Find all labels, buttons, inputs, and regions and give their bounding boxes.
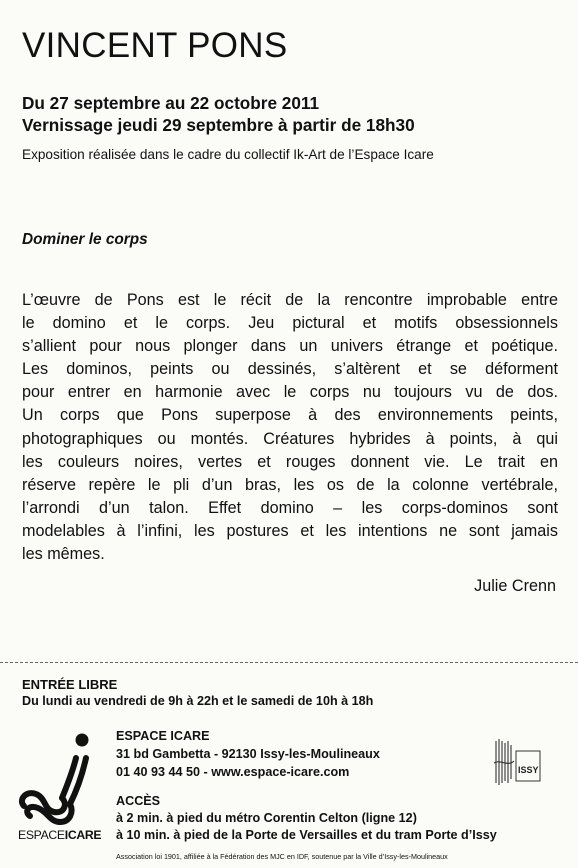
body-line: L’œuvre de Pons est le récit de la rencontre improbable entre — [22, 291, 558, 309]
exhibition-context: Exposition réalisée dans le cadre du collectif Ik-Art de l’Espace Icare — [22, 147, 434, 162]
association-note: Association loi 1901, affiliée à la Fédération des MJC en IDF, soutenue par la Ville d’Issy-les-Moulineaux — [116, 852, 448, 861]
article-author: Julie Crenn — [474, 577, 556, 595]
body-line: photographiques ou montés. Créatures hybrides à points, à qui — [22, 429, 558, 448]
body-line: le domino et le corps. Jeu pictural et motifs obsessionnels — [22, 314, 558, 333]
article-body — [22, 289, 558, 566]
body-line: Les dominos, peints ou dessinés, s’altèrent et se déforment — [22, 360, 558, 379]
body-line: les mêmes. — [22, 545, 105, 564]
venue-info — [116, 727, 380, 781]
logo-word-icare: ICARE — [64, 828, 102, 842]
opening-info: Vernissage jeudi 29 septembre à partir de 18h30 — [22, 115, 415, 135]
venue-address: 31 bd Gambetta - 92130 Issy-les-Moulineaux — [116, 747, 380, 761]
body-line: réserve repère le pli d’un bras, les os de la colonne vertébrale, — [22, 475, 558, 494]
access-title: ACCÈS — [116, 794, 161, 808]
article-subtitle: Dominer le corps — [22, 231, 148, 248]
date-range: Du 27 septembre au 22 octobre 2011 — [22, 93, 320, 113]
access-metro: à 2 min. à pied du métro Corentin Celton (ligne 12) — [116, 811, 417, 825]
opening-hours: Du lundi au vendredi de 9h à 22h et le samedi de 10h à 18h — [22, 694, 374, 708]
body-line: les couleurs noires, vertes et rouges donnent vie. Le trait en — [22, 452, 558, 471]
logo-wordmark — [18, 828, 101, 842]
venue-contact: 01 40 93 44 50 - www.espace-icare.com — [116, 765, 350, 779]
body-line: modelables à l’infini, les postures et les intentions ne sont jamais — [22, 521, 558, 540]
entry-title: ENTRÉE LIBRE — [22, 677, 118, 692]
artist-title: VINCENT PONS — [22, 26, 288, 65]
access-tram: à 10 min. à pied de la Porte de Versailles et du tram Porte d’Issy — [116, 828, 497, 842]
section-divider — [0, 662, 578, 663]
espace-icare-logo-icon — [16, 728, 108, 843]
venue-name: ESPACE ICARE — [116, 729, 210, 743]
body-line: s’allient pour nous plonger dans un univers étrange et poétique. — [22, 337, 558, 356]
body-line: Un corps que Pons superpose à des environnements peints, — [22, 406, 558, 425]
body-line: l’arrondi d’un talon. Effet domino – les corps-dominos sont — [22, 498, 558, 517]
logo-word-espace: ESPACE — [18, 828, 65, 842]
issy-logo-text: ISSY — [518, 765, 539, 775]
access-info — [116, 793, 497, 844]
exhibition-dates — [22, 92, 415, 136]
issy-city-logo-icon — [488, 733, 546, 791]
body-line: pour entrer en harmonie avec le corps nu toujours vu de dos. — [22, 383, 558, 402]
